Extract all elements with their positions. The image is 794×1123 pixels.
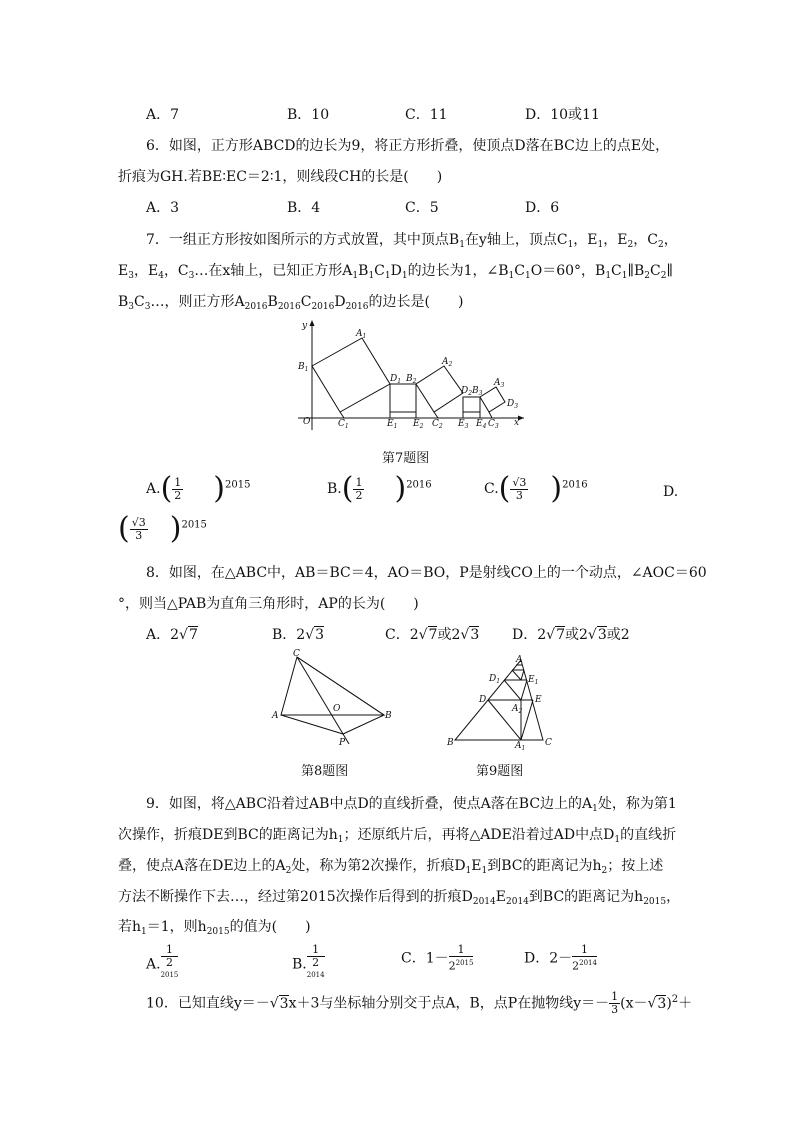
q7-label-c2: $C_2$ bbox=[432, 419, 443, 430]
q7-option-d-label: D. bbox=[663, 484, 679, 500]
q7-option-c: C.( $\frac{√3}{3}$ )$^{2016}$ bbox=[484, 471, 588, 506]
q9-option-d: D．2－ $\frac{1}{2^{2014}}$ bbox=[524, 943, 597, 973]
q7-label-e2: $E_2$ bbox=[413, 419, 424, 430]
q7-option-a: A.( $\frac{1}{2}$ )$^{2015}$ bbox=[146, 471, 251, 506]
q9-label-c: C bbox=[545, 738, 552, 748]
q9-label-a1: $A_1$ bbox=[515, 741, 526, 752]
q8-caption: 第8题图 bbox=[301, 764, 349, 779]
q9-label-d: D bbox=[479, 695, 487, 705]
q7-label-c3: $C_3$ bbox=[488, 419, 499, 430]
q9-line4: 方法不断操作下去…，经过第2015次操作后得到的折痕$D_{2014}E_{2014}$到BC的距离记为$h_{2015}$， bbox=[118, 889, 681, 907]
q9-figure bbox=[442, 652, 557, 752]
q9-label-e: E bbox=[535, 695, 542, 705]
q7-label-d2: $D_2$ bbox=[461, 386, 473, 397]
q5-option-c: C．11 bbox=[405, 107, 448, 123]
q7-label-d3: $D_3$ bbox=[507, 399, 519, 410]
q5-option-b: B．10 bbox=[287, 107, 330, 123]
q7-option-d: ( $\frac{√3}{3}$ )$^{2015}$ bbox=[118, 511, 207, 546]
q6-line2: 折痕为GH.若BE∶EC＝2∶1，则线段CH的长是( ) bbox=[118, 169, 443, 185]
q6-line1: 6．如图，正方形ABCD的边长为9，将正方形折叠，使顶点D落在BC边上的点E处， bbox=[146, 138, 670, 154]
q10-line1: 10．已知直线y＝－√3x＋3与坐标轴分别交于点A，B，点P在抛物线y＝－ $\frac{1}{3}$ $(x-√3)^2+$ bbox=[146, 990, 693, 1016]
q8-option-b: B．2√3 bbox=[272, 627, 325, 643]
q5-option-d: D．10或11 bbox=[525, 107, 600, 123]
q6-option-b: B．4 bbox=[287, 200, 321, 216]
q6-option-a: A．3 bbox=[146, 200, 180, 216]
q8-label-o: O bbox=[333, 704, 341, 714]
q5-option-a: A．7 bbox=[146, 107, 180, 123]
q7-label-a3: $A_3$ bbox=[494, 378, 505, 389]
q7-label-b1: $B_1$ bbox=[298, 362, 309, 373]
q7-label-e3: $E_3$ bbox=[458, 419, 469, 430]
q6-option-c: C．5 bbox=[405, 200, 439, 216]
q9-option-c: C．1－ $\frac{1}{2^{2015}}$ bbox=[401, 943, 474, 973]
q7-label-a2: $A_2$ bbox=[442, 357, 453, 368]
q8-figure bbox=[268, 648, 398, 753]
q7-label-e1: $E_1$ bbox=[387, 419, 398, 430]
q9-line1: 9．如图，将△ABC沿着过AB中点D的直线折叠，使点A落在BC边上的$A_1$处，称为第1 bbox=[146, 796, 677, 814]
q9-option-b: B. 1 2 $^{2014}$ bbox=[292, 943, 325, 979]
q8-line1: 8．如图，在△ABC中，AB＝BC＝4，AO＝BO，P是射线CO上的一个动点，∠AOC＝60 bbox=[146, 565, 707, 581]
q7-label-e4: $E_4$ bbox=[476, 419, 487, 430]
q8-option-d: D．2√7或2√3或2 bbox=[512, 627, 630, 643]
q9-line2: 次操作，折痕DE到BC的距离记为$h_1$；还原纸片后，再将△ADE沿着过AD中点$D_1$的直线折 bbox=[118, 827, 677, 845]
q8-label-c: C bbox=[293, 649, 300, 659]
q8-option-c: C．2√7或2√3 bbox=[385, 627, 480, 643]
q9-label-a2: $A_2$ bbox=[512, 704, 523, 715]
q7-label-a1: $A_1$ bbox=[356, 329, 367, 340]
q8-label-b: B bbox=[385, 711, 392, 721]
q7-label-b3: $B_3$ bbox=[472, 386, 483, 397]
q7-figure bbox=[292, 318, 532, 430]
q7-option-b: B.( $\frac{1}{2}$ )$^{2016}$ bbox=[327, 471, 432, 506]
q7-line1: 7．一组正方形按如图所示的方式放置，其中顶点$B_1$在y轴上，顶点$C_1$，$E_1$，$E_2$，$C_2$， bbox=[146, 232, 678, 250]
q8-line2: °，则当△PAB为直角三角形时，AP的长为( ) bbox=[118, 596, 419, 612]
q9-option-a: A. 1 2 $^{2015}$ bbox=[146, 943, 179, 979]
q7-label-y: y bbox=[302, 321, 308, 331]
q7-label-o: O bbox=[303, 417, 311, 427]
q7-line2: $E_3$，$E_4$，$C_3\dots$在x轴上，已知正方形$A_1B_1C_1D_1$的边长为1，$\angle B_1C_1O=60^\circ$，$B_1C_1\parallel B_2C_2\parallel$ bbox=[118, 263, 673, 281]
q7-line3: $B_3C_3\dots$，则正方形$A_{2016}B_{2016}C_{2016}D_{2016}$的边长是( ) bbox=[118, 294, 464, 312]
q8-label-p: P bbox=[339, 738, 346, 748]
q8-label-a: A bbox=[272, 711, 279, 721]
q6-option-d: D．6 bbox=[525, 200, 560, 216]
q7-label-c1: $C_1$ bbox=[338, 419, 349, 430]
q8-option-a: A．2√7 bbox=[146, 627, 198, 643]
q9-label-d1: $D_1$ bbox=[489, 674, 501, 685]
q9-line3: 叠，使点A落在DE边上的$A_2$处，称为第2次操作，折痕$D_1E_1$到BC的距离记为$h_2$；按上述 bbox=[118, 858, 664, 876]
q7-label-x: x bbox=[514, 418, 520, 428]
q9-label-a: A bbox=[516, 655, 523, 665]
q9-label-b: B bbox=[447, 738, 454, 748]
q9-caption: 第9题图 bbox=[476, 764, 524, 779]
q7-label-d1: $D_1$ bbox=[390, 374, 402, 385]
q7-caption: 第7题图 bbox=[382, 451, 430, 466]
q9-label-e1: $E_1$ bbox=[528, 675, 539, 686]
q7-label-b2: $B_2$ bbox=[406, 374, 417, 385]
q9-line5: 若$h_1=1$，则$h_{2015}$的值为( ) bbox=[118, 919, 311, 937]
